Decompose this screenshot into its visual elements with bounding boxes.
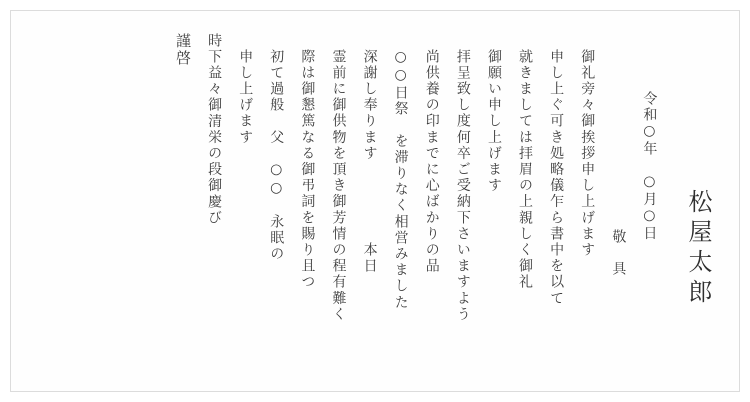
letter-salutation: 謹啓 <box>174 33 192 67</box>
letter-line-5: 霊前に御供物を頂き御芳情の程有難く <box>330 49 347 323</box>
letter-line-7: ○○日祭 を滞りなく相営みました <box>392 49 409 311</box>
letter-card <box>10 10 740 392</box>
letter-line-8: 尚供養の印までに心ばかりの品 <box>423 49 440 275</box>
letter-line-3: 初て過般 父 ○○ 永眠の <box>268 49 285 263</box>
letter-line-4: 際は御懇篤なる御弔詞を賜り且つ <box>299 49 316 291</box>
letter-line-12: 申し上ぐ可き処略儀乍ら書中を以て <box>548 49 565 307</box>
letter-signature: 松屋太郎 <box>684 189 712 309</box>
letter-line-9: 拝呈致し度何卒ご受納下さいますよう <box>454 49 471 323</box>
letter-closing: 敬 具 <box>610 229 627 278</box>
letter-line-1: 時下益々御清栄の段御慶び <box>206 33 223 227</box>
letter-line-6: 深謝し奉ります 本日 <box>361 49 378 275</box>
letter-line-10: 御願い申し上げます <box>485 49 502 194</box>
letter-date: 令和○年 ○月○日 <box>641 91 658 242</box>
letter-line-11: 就きましては拝眉の上親しく御礼 <box>517 49 534 291</box>
letter-line-2: 申し上げます <box>237 49 254 146</box>
vertical-letter-body <box>159 33 711 363</box>
letter-line-13: 御礼旁々御挨拶申し上げます <box>579 49 596 259</box>
